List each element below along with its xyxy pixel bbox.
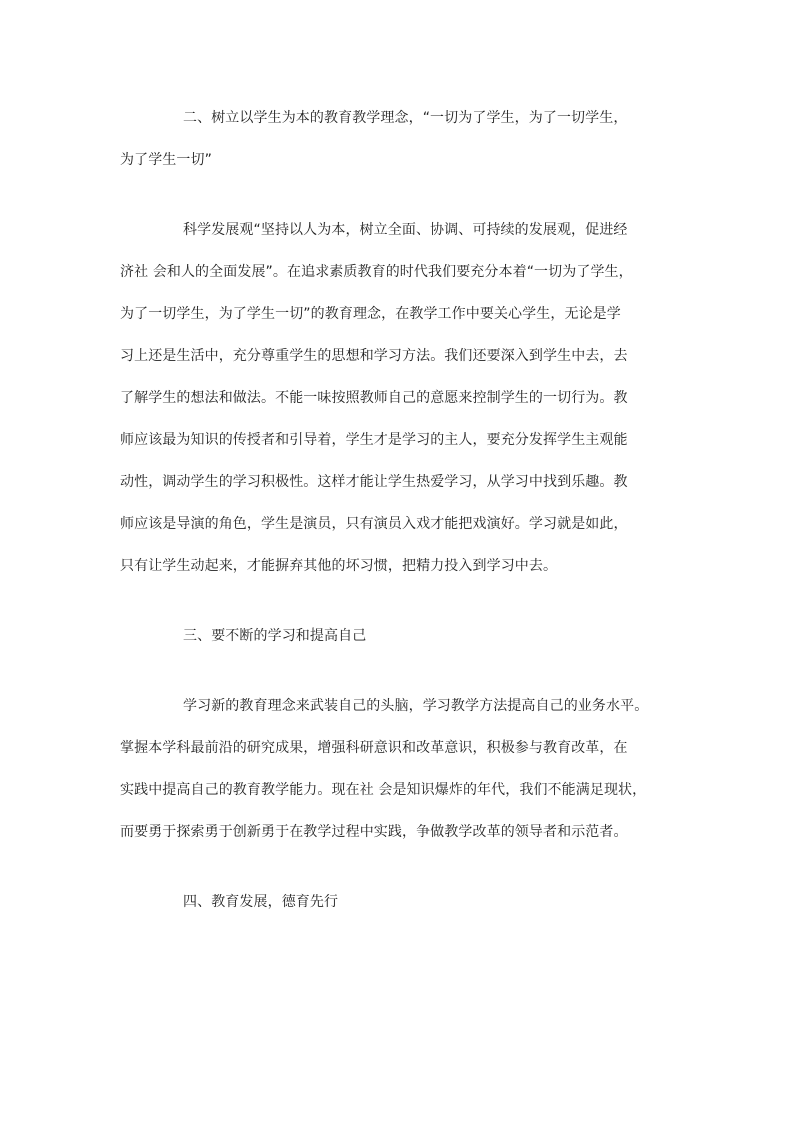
paragraph-line: 为了一切学生，为了学生一切”的教育理念，在教学工作中要关心学生，无论是学 bbox=[120, 306, 621, 322]
section-2-heading-line-2: 为了学生一切” bbox=[120, 152, 212, 168]
paragraph-line: 科学发展观“坚持以人为本，树立全面、协调、可持续的发展观，促进经 bbox=[183, 222, 628, 238]
paragraph-line: 师应该最为知识的传授者和引导着，学生才是学习的主人，要充分发挥学生主观能 bbox=[120, 432, 628, 448]
paragraph-line: 学习新的教育理念来武装自己的头脑，学习教学方法提高自己的业务水平。 bbox=[183, 698, 649, 714]
section-4-heading: 四、教育发展，德育先行 bbox=[183, 894, 339, 910]
paragraph-line: 师应该是导演的角色，学生是演员，只有演员入戏才能把戏演好。学习就是如此， bbox=[120, 516, 628, 532]
paragraph-line: 掌握本学科最前沿的研究成果，增强科研意识和改革意识，积极参与教育改革，在 bbox=[120, 740, 628, 756]
paragraph-line: 习上还是生活中，充分尊重学生的思想和学习方法。我们还要深入到学生中去，去 bbox=[120, 348, 628, 364]
paragraph-line: 动性，调动学生的学习积极性。这样才能让学生热爱学习，从学习中找到乐趣。教 bbox=[120, 474, 628, 490]
section-2-heading-line-1: 二、树立以学生为本的教育教学理念，“一切为了学生，为了一切学生， bbox=[183, 110, 628, 126]
paragraph-line: 而要勇于探索勇于创新勇于在教学过程中实践，争做教学改革的领导者和示范者。 bbox=[120, 824, 628, 840]
paragraph-line: 实践中提高自己的教育教学能力。现在社 会是知识爆炸的年代，我们不能满足现状， bbox=[120, 782, 647, 798]
paragraph-line: 了解学生的想法和做法。不能一味按照教师自己的意愿来控制学生的一切行为。教 bbox=[120, 390, 628, 406]
paragraph-line: 只有让学生动起来，才能摒弃其他的坏习惯，把精力投入到学习中去。 bbox=[120, 558, 558, 574]
paragraph-line: 济社 会和人的全面发展”。在追求素质教育的时代我们要充分本着“一切为了学生， bbox=[120, 264, 633, 280]
section-3-heading: 三、要不断的学习和提高自己 bbox=[183, 628, 367, 644]
